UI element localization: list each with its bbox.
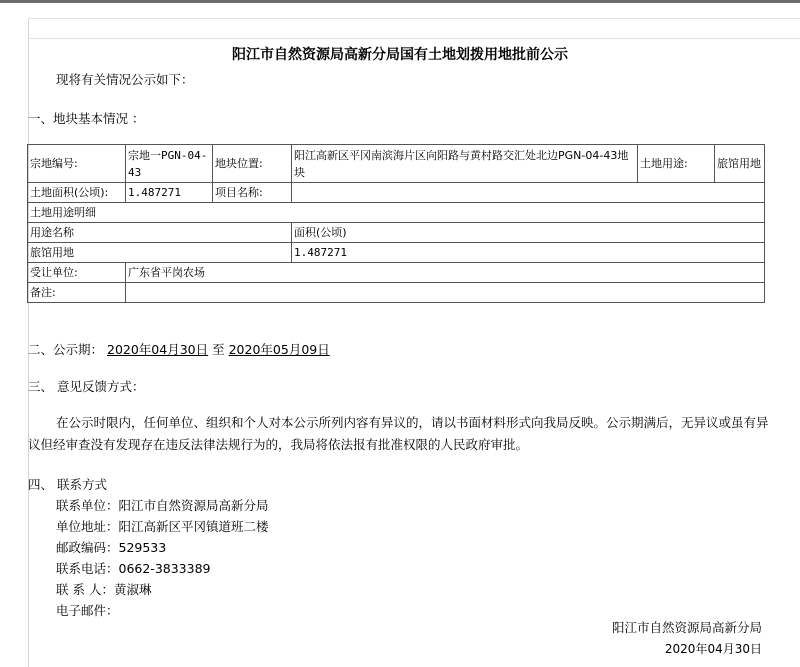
use-name-cell: 旅馆用地 <box>28 243 292 263</box>
period-to: 至 <box>212 342 225 357</box>
contact-email: 电子邮件： <box>56 603 119 618</box>
table-row <box>28 183 765 203</box>
window-top-border <box>0 0 800 3</box>
use-name-header: 用途名称 <box>28 223 292 243</box>
project-value <box>292 183 765 203</box>
table-row <box>28 145 765 183</box>
table-row <box>28 203 765 223</box>
area-label: 土地面积(公顷): <box>28 183 126 203</box>
header-divider-2 <box>28 38 800 39</box>
land-info-table <box>27 144 765 303</box>
remark-label: 备注: <box>28 283 126 303</box>
table-row <box>28 223 765 243</box>
section-1-heading: 一、地块基本情况 ： <box>28 111 145 126</box>
contact-person: 联 系 人：黄淑琳 <box>56 582 152 597</box>
period-label: 二、公示期： <box>28 342 104 357</box>
contact-address: 单位地址：阳江高新区平冈镇道班二楼 <box>56 519 269 534</box>
table-row <box>28 263 765 283</box>
location-label: 地块位置: <box>213 145 292 183</box>
period-start-date: 2020年04月30日 <box>107 342 209 357</box>
section-3-heading: 三、 意见反馈方式： <box>28 379 145 394</box>
signature-org: 阳江市自然资源局高新分局 <box>611 620 762 635</box>
contact-phone: 联系电话：0662-3833389 <box>56 561 211 576</box>
use-detail-label: 土地用途明细 <box>28 203 765 223</box>
area-header: 面积(公顷) <box>292 223 765 243</box>
use-value: 旅馆用地 <box>715 145 765 183</box>
notice-period <box>28 340 330 358</box>
remark-value <box>126 283 765 303</box>
code-label: 宗地编号: <box>28 145 126 183</box>
intro-text: 现将有关情况公示如下： <box>56 72 194 87</box>
recipient-value: 广东省平岗农场 <box>126 263 765 283</box>
recipient-label: 受让单位: <box>28 263 126 283</box>
use-label: 土地用途: <box>638 145 715 183</box>
location-value: 阳江高新区平冈南滨海片区向阳路与黄村路交汇处北边PGN-04-43地块 <box>292 145 638 183</box>
area-cell: 1.487271 <box>292 243 765 263</box>
header-divider <box>28 18 800 19</box>
section-4-heading: 四、 联系方式 <box>28 477 107 492</box>
project-label: 项目名称: <box>213 183 292 203</box>
table-row <box>28 243 765 263</box>
signature-date: 2020年04月30日 <box>664 642 762 656</box>
page-title: 阳江市自然资源局高新分局国有土地划拨用地批前公示 <box>232 47 568 63</box>
contact-postcode: 邮政编码：529533 <box>56 540 167 555</box>
table-row <box>28 283 765 303</box>
area-value: 1.487271 <box>126 183 213 203</box>
feedback-paragraph: 在公示时限内，任何单位、组织和个人对本公示所列内容有异议的，请以书面材料形式向我局反映。公示期满后，无异议或虽有异议但经审查没有发现存在违反法律法规行为的，我局将依法报有批准权限的人民政府审批。 <box>28 415 769 452</box>
period-end-date: 2020年05月09日 <box>228 342 330 357</box>
code-value: 宗地一PGN-04-43 <box>126 145 213 183</box>
contact-unit: 联系单位：阳江市自然资源局高新分局 <box>56 498 269 513</box>
